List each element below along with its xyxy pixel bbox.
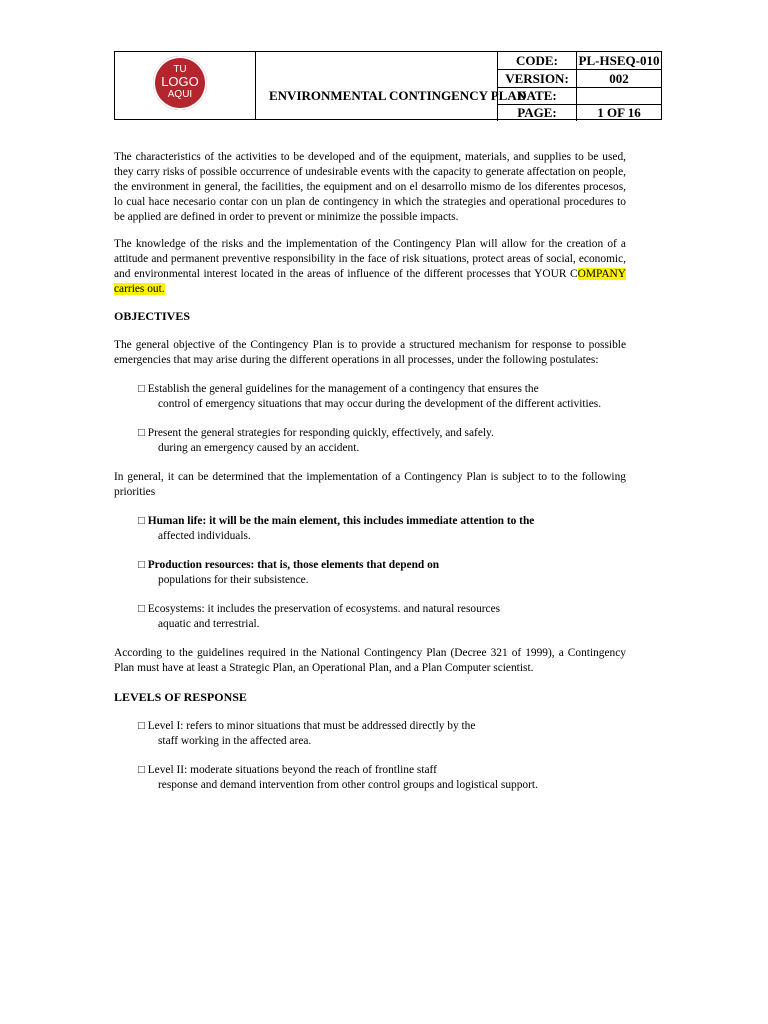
document-title: ENVIRONMENTAL CONTINGENCY PLAN — [269, 88, 527, 103]
page-row — [497, 104, 661, 121]
guidelines-paragraph: According to the guidelines required in the National Contingency Plan (Decree 321 of 1999), a Contingency Plan must have at least a Strategic Plan, an Operational Plan, and a Plan Computer scientist. — [114, 647, 626, 674]
date-row — [497, 87, 661, 105]
objectives-paragraph: The general objective of the Contingency Plan is to provide a structured mechanism for response to possible emergencies that may arise during the different operations in all processes, under the following postulates: — [114, 339, 626, 366]
highlighted-text: OMPANY carries out. — [114, 268, 626, 295]
priorities-intro: In general, it can be determined that the implementation of a Contingency Plan is subject to to the following priorities — [114, 471, 626, 498]
intro-paragraph-2 — [114, 237, 626, 297]
date-label: DATE: — [497, 87, 577, 104]
bullet-continuation: response and demand intervention from other control groups and logistical support. — [158, 779, 538, 791]
bullet-line: □ Present the general strategies for responding quickly, effectively, and safely. — [138, 427, 494, 439]
code-value: PL-HSEQ-010 — [578, 53, 660, 68]
bullet-line: □ Ecosystems: it includes the preservation of ecosystems. and natural resources — [138, 603, 501, 615]
logo-text-3: AQUI — [167, 89, 193, 100]
list-item — [114, 763, 626, 793]
bullet-continuation: populations for their subsistence. — [158, 574, 309, 586]
list-item — [114, 514, 626, 544]
page-value: 1 OF 16 — [597, 105, 641, 120]
logo-text-2: LOGO — [161, 74, 199, 89]
bullet-continuation: aquatic and terrestrial. — [158, 618, 260, 630]
bullet-continuation: during an emergency caused by an accident. — [158, 442, 360, 454]
list-item — [114, 719, 626, 749]
version-value: 002 — [609, 71, 629, 86]
version-row — [497, 70, 661, 88]
date-value — [577, 87, 661, 104]
bullet-line: □ Level I: refers to minor situations that must be addressed directly by the — [138, 720, 476, 732]
bullet-continuation: affected individuals. — [158, 530, 251, 542]
version-label: VERSION: — [497, 70, 577, 87]
bullet-continuation: control of emergency situations that may occur during the development of the different activities. — [158, 398, 602, 410]
document-body — [114, 150, 626, 807]
code-label: CODE: — [497, 52, 577, 69]
bullet-continuation: staff working in the affected area. — [158, 735, 312, 747]
bullet-line: □ Production resources: that is, those elements that depend on — [138, 559, 440, 571]
logo-text-1: TU — [173, 64, 187, 75]
document-header — [114, 51, 662, 120]
list-item — [114, 602, 626, 632]
page-label: PAGE: — [497, 104, 577, 121]
list-item — [114, 558, 626, 588]
code-row — [497, 52, 661, 70]
company-logo — [153, 56, 207, 110]
intro-paragraph-1: The characteristics of the activities to be developed and of the equipment, materials, and supplies to be used, they carry risks of possible occurrence of undesirable events with the capacity to generate affectation on people, the environment in general, the facilities, the equipment and on el desarrollo mismo de los diferentes procesos, lo cual hace necesario contar con un plan de contingency in which the strategies and operational procedures to be applied are defined in order to prevent or minimize the possible impacts. — [114, 151, 626, 223]
list-item — [114, 426, 626, 456]
bullet-line: □ Level II: moderate situations beyond the reach of frontline staff — [138, 764, 437, 776]
logo-cell — [115, 52, 256, 119]
bullet-line: □ Establish the general guidelines for the management of a contingency that ensures the — [138, 383, 539, 395]
levels-heading: LEVELS OF RESPONSE — [114, 690, 247, 704]
bullet-line: □ Human life: it will be the main element, this includes immediate attention to the — [138, 515, 535, 527]
objectives-heading: OBJECTIVES — [114, 309, 191, 323]
intro-paragraph-2-text: The knowledge of the risks and the implementation of the Contingency Plan will allow for the creation of a attitude and permanent preventive responsibility in the face of risk situations, protect areas of social, economic, and environmental interest located in the areas of influence of the different processes that YOUR C — [114, 238, 626, 280]
list-item — [114, 382, 626, 412]
